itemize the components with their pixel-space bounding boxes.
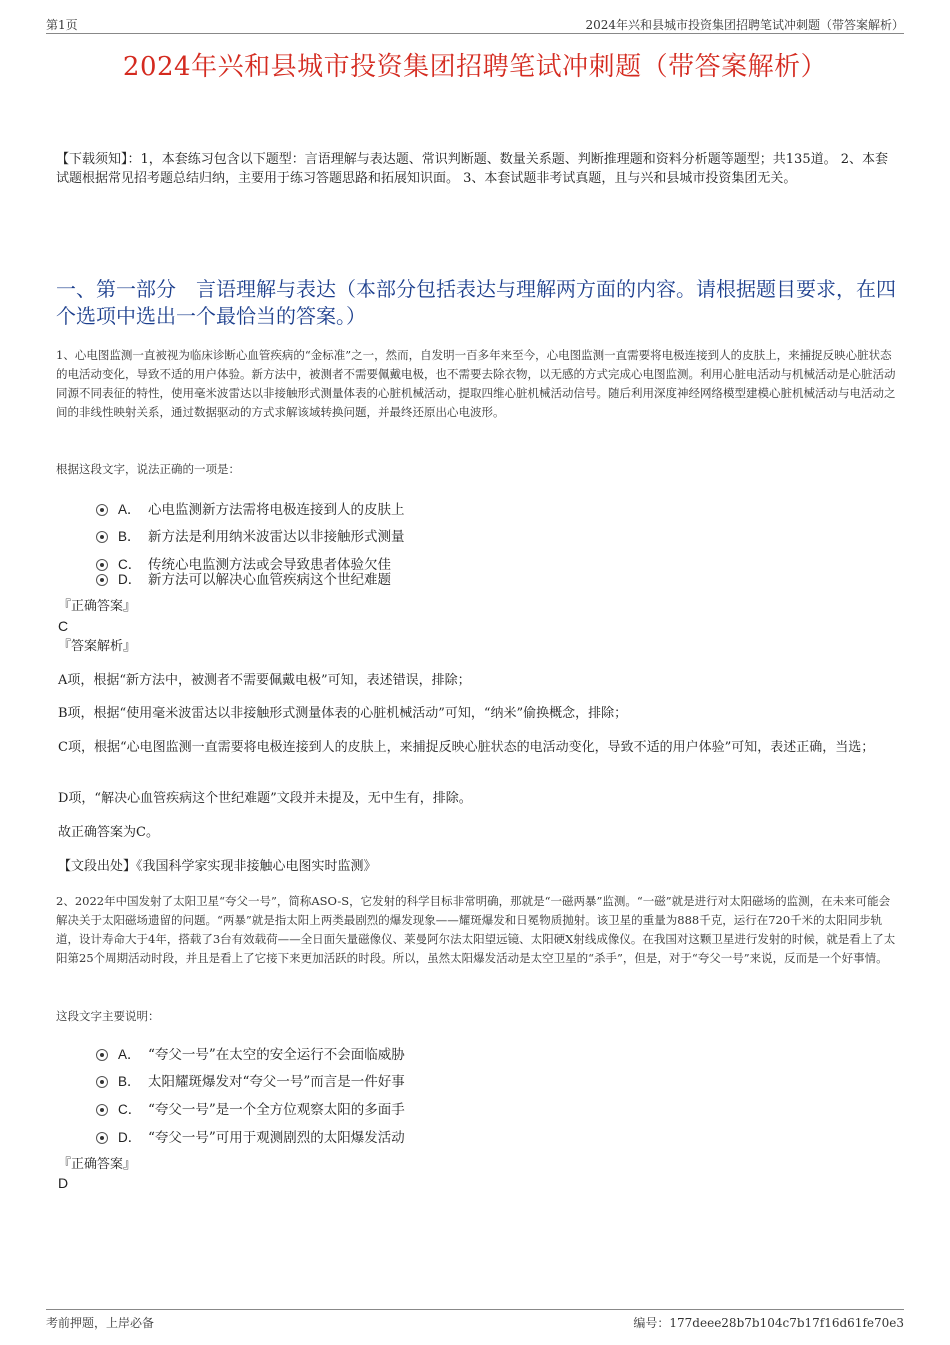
option-label: A．: [118, 1047, 141, 1062]
q1-option-a[interactable]: [96, 498, 405, 518]
q2-option-b[interactable]: [96, 1070, 405, 1090]
option-text: 太阳耀斑爆发对“夸父一号”而言是一件好事: [148, 1074, 405, 1090]
q1-analysis-b: B项，根据“使用毫米波雷达以非接触形式测量体表的心脏机械活动”可知，“纳米”偷换概念，排除；: [58, 706, 628, 721]
option-text: 新方法可以解决心血管疾病这个世纪难题: [148, 572, 391, 588]
footer-divider: [46, 1309, 904, 1310]
q1-analysis-c: C项，根据“心电图监测一直需要将电极连接到人的皮肤上，来捕捉反映心脏状态的电活动变化，导致不适的用户体验”可知，表述正确，当选；: [58, 740, 875, 755]
option-text: “夸父一号”是一个全方位观察太阳的多面手: [148, 1102, 405, 1118]
q2-answer-label: 『正确答案』: [58, 1157, 137, 1172]
q2-answer-value: D: [58, 1175, 69, 1191]
q1-option-b[interactable]: [96, 525, 405, 545]
option-label: A．: [118, 502, 141, 517]
q1-answer-label: 『正确答案』: [58, 599, 137, 614]
page-number: 第1页: [46, 18, 78, 32]
option-label: C．: [118, 1102, 142, 1117]
q2-option-a[interactable]: [96, 1043, 405, 1063]
option-text: “夸父一号”在太空的安全运行不会面临威胁: [148, 1047, 405, 1063]
header-divider: [46, 33, 904, 34]
radio-icon[interactable]: [96, 531, 108, 543]
q1-option-d[interactable]: [96, 568, 391, 588]
option-text: 传统心电监测方法或会导致患者体验欠佳: [148, 557, 391, 573]
radio-icon[interactable]: [96, 504, 108, 516]
section-heading: 一、第一部分 言语理解与表达（本部分包括表达与理解两方面的内容。请根据题目要求，在四个选项中选出一个最恰当的答案。）: [56, 277, 896, 328]
q1-source: 【文段出处】《我国科学家实现非接触心电图实时监测》: [58, 859, 377, 874]
option-label: B．: [118, 529, 141, 544]
q1-analysis-a: A项，根据“新方法中，被测者不需要佩戴电极”可知，表述错误，排除；: [58, 673, 471, 688]
option-label: D．: [118, 572, 142, 587]
radio-icon[interactable]: [96, 1104, 108, 1116]
footer-slogan: 考前押题，上岸必备: [46, 1316, 155, 1330]
radio-icon[interactable]: [96, 1049, 108, 1061]
radio-icon[interactable]: [96, 1076, 108, 1088]
option-label: B．: [118, 1074, 141, 1089]
q1-analysis-label: 『答案解析』: [58, 639, 137, 654]
q2-option-c[interactable]: [96, 1098, 405, 1118]
question-2-prompt: 这段文字主要说明：: [56, 1009, 160, 1023]
q1-conclusion: 故正确答案为C。: [58, 825, 159, 840]
option-text: 心电监测新方法需将电极连接到人的皮肤上: [148, 502, 405, 518]
option-label: D．: [118, 1130, 142, 1145]
question-1-prompt: 根据这段文字，说法正确的一项是：: [56, 462, 240, 476]
option-text: 新方法是利用纳米波雷达以非接触形式测量: [148, 529, 405, 545]
footer-serial: 编号：177deee28b7b104c7b17f16d61fe70e3: [633, 1316, 904, 1330]
q1-analysis-d: D项，“解决心血管疾病这个世纪难题”文段并未提及，无中生有，排除。: [58, 791, 472, 806]
q2-option-d[interactable]: [96, 1126, 405, 1146]
question-1-text: 1、心电图监测一直被视为临床诊断心血管疾病的“金标准”之一，然而，自发明一百多年来至今，心电图监测一直需要将电极连接到人的皮肤上，来捕捉反映心脏状态的电活动变化，导致不适的用户体验。新方法中，被测者不需要佩戴电极，也不需要去除衣物，以无感的方式完成心电图监测。利用心脏电活动与机械活动是心脏活动同源不同表征的特性，使用毫米波雷达以非接触形式测量体表的心脏机械活动，提取四维心脏机械活动信号。随后利用深度神经网络模型建模心脏机械活动与电活动之间的非线性映射关系，通过数据驱动的方式求解该域转换问题，并最终还原出心电波形。: [56, 348, 896, 419]
running-title: 2024年兴和县城市投资集团招聘笔试冲刺题（带答案解析）: [585, 18, 904, 32]
option-label: C．: [118, 557, 142, 572]
radio-icon[interactable]: [96, 574, 108, 586]
radio-icon[interactable]: [96, 1132, 108, 1144]
download-notice: 【下载须知】：1，本套练习包含以下题型：言语理解与表达题、常识判断题、数量关系题、判断推理题和资料分析题等题型；共135道。 2、本套试题根据常见招考题总结归纳，主要用于练习答题思路和拓展知识面。 3、本套试题非考试真题，且与兴和县城市投资集团无关。: [56, 152, 888, 186]
question-2-text: 2、2022年中国发射了太阳卫星“夸父一号”，简称ASO-S，它发射的科学目标非常明确，那就是“一磁两暴”监测。“一磁”就是进行对太阳磁场的监测，在未来可能会解决关于太阳磁场遗留的问题。“两暴”就是指太阳上两类最剧烈的爆发现象——耀斑爆发和日冕物质抛射。该卫星的重量为888千克，运行在720千米的太阳同步轨道，设计寿命大于4年，搭载了3台有效载荷——全日面矢量磁像仪、莱曼阿尔法太阳望远镜、太阳硬X射线成像仪。在我国对这颗卫星进行发射的时候，就是看上了太阳第25个周期活动时段，并且是看上了它接下来更加活跃的时段。所以，虽然太阳爆发活动是太空卫星的“杀手”，但是，对于“夸父一号”来说，反而是一个好事情。: [56, 894, 896, 965]
q1-answer-value: C: [58, 618, 69, 634]
document-title: 2024年兴和县城市投资集团招聘笔试冲刺题（带答案解析）: [122, 52, 828, 82]
option-text: “夸父一号”可用于观测剧烈的太阳爆发活动: [148, 1130, 405, 1146]
